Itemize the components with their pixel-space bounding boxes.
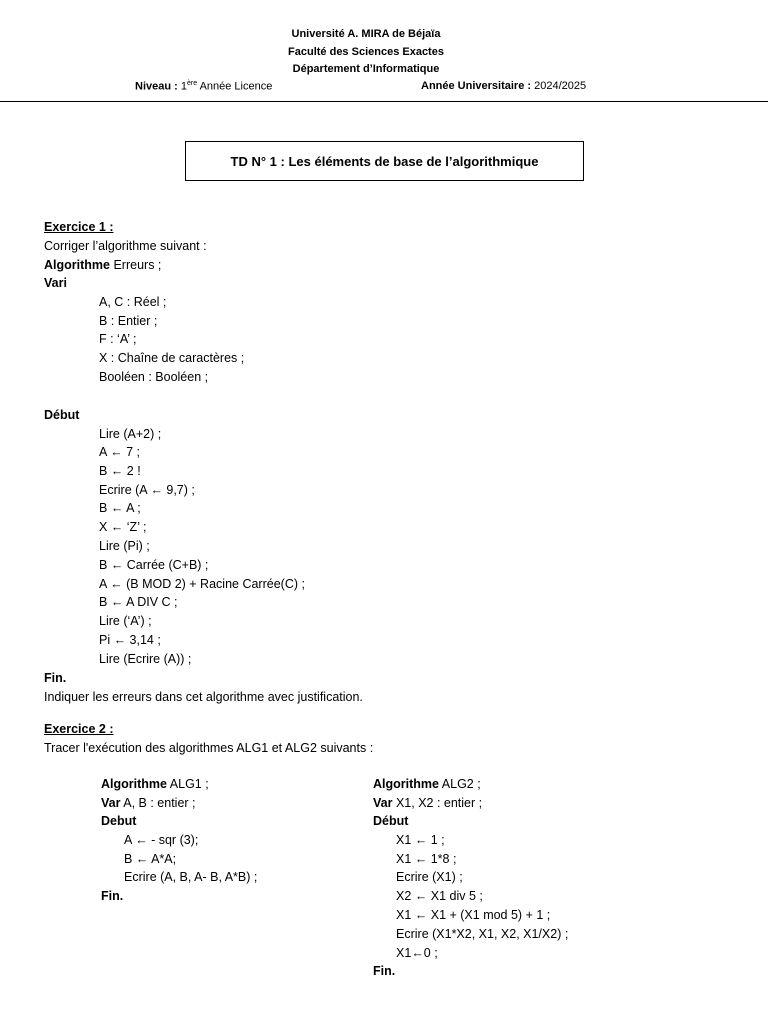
alg2-algo-line [373, 777, 481, 791]
ex1-stmt: Lire (Ecrire (A)) ; [99, 652, 192, 666]
niveau-sup: ère [186, 80, 198, 87]
alg1-debut: Debut [101, 814, 137, 828]
ex1-stmt: A ← (B MOD 2) + Racine Carrée(C) ; [99, 577, 305, 591]
alg1-stmt: Ecrire (A, B, A- B, A*B) ; [124, 870, 258, 884]
ex1-stmt: Lire (‘A’) ; [99, 614, 152, 628]
ex1-decl: A, C : Réel ; [99, 295, 167, 309]
annee-label: Année Universitaire : [421, 80, 532, 92]
niveau-rest: Année Licence [199, 80, 273, 93]
alg2-stmt: X1 ← X1 + (X1 mod 5) + 1 ; [396, 908, 551, 922]
alg2-fin: Fin. [373, 964, 396, 978]
alg1-var-text: A, B : entier ; [123, 796, 196, 810]
ex1-algo-line [44, 258, 161, 272]
ex1-stmt: B ← 2 ! [99, 464, 141, 478]
alg2-var-line [373, 796, 482, 810]
alg2-stmt: X1 ← 1 ; [396, 833, 445, 847]
annee-line [421, 80, 586, 92]
ex1-intro: Corriger l’algorithme suivant : [44, 239, 207, 253]
ex1-stmt: Lire (A+2) ; [99, 427, 162, 441]
ex1-stmt: Ecrire (A ← 9,7) ; [99, 483, 195, 497]
alg1-var-line [101, 796, 196, 810]
alg2-stmt: X1 ← 1*8 ; [396, 852, 457, 866]
alg2-var-kw: Var [373, 796, 393, 810]
alg1-stmt: A ← - sqr (3); [124, 833, 199, 847]
alg2-algo-name: ALG2 ; [441, 777, 481, 791]
ex1-decl: Booléen : Booléen ; [99, 370, 209, 384]
alg2-var-text: X1, X2 : entier ; [395, 796, 483, 810]
alg2-stmt: Ecrire (X1*X2, X1, X2, X1/X2) ; [396, 927, 569, 941]
ex1-stmt: B ← A DIV C ; [99, 595, 178, 609]
alg1-var-kw: Var [101, 796, 121, 810]
ex1-vari: Vari [44, 276, 67, 290]
ex1-stmt: B ← Carrée (C+B) ; [99, 558, 209, 572]
niveau-num: 1 [180, 80, 187, 93]
ex1-stmt: Lire (Pi) ; [99, 539, 150, 553]
ex1-fin: Fin. [44, 671, 67, 685]
alg2-stmt: X1←0 ; [396, 946, 438, 960]
ex1-stmt: B ← A ; [99, 501, 141, 515]
ex1-debut: Début [44, 408, 80, 422]
ex1-stmt: Pi ← 3,14 ; [99, 633, 161, 647]
ex1-decl: F : ‘A’ ; [99, 332, 137, 346]
ex1-decl: B : Entier ; [99, 314, 158, 328]
alg1-algo-line [101, 777, 209, 791]
ex1-outro: Indiquer les erreurs dans cet algorithme avec justification. [44, 690, 363, 704]
alg1-algo-kw: Algorithme [101, 777, 167, 791]
alg2-stmt: X2 ← X1 div 5 ; [396, 889, 483, 903]
alg1-fin: Fin. [101, 889, 124, 903]
faculty-name: Faculté des Sciences Exactes [288, 46, 444, 58]
niveau-line [135, 80, 272, 93]
alg2-algo-kw: Algorithme [373, 777, 439, 791]
ex2-intro: Tracer l'exécution des algorithmes ALG1 et ALG2 suivants : [44, 741, 374, 755]
annee-value: 2024/2025 [534, 80, 587, 92]
ex1-decl: X : Chaîne de caractères ; [99, 351, 245, 365]
ex1-algo-kw: Algorithme [44, 258, 110, 272]
ex1-stmt: X ← ‘Z’ ; [99, 520, 147, 534]
ex1-heading: Exercice 1 : [44, 220, 114, 234]
ex1-algo-name: Erreurs ; [113, 258, 162, 272]
title-box [185, 141, 584, 181]
ex2-heading: Exercice 2 : [44, 722, 114, 736]
alg2-stmt: Ecrire (X1) ; [396, 870, 463, 884]
alg2-debut: Début [373, 814, 409, 828]
ex1-stmt: A ← 7 ; [99, 445, 140, 459]
department-name: Département d’Informatique [292, 63, 440, 75]
header-divider [0, 101, 768, 102]
alg1-stmt: B ← A*A; [124, 852, 177, 866]
alg1-algo-name: ALG1 ; [169, 777, 209, 791]
niveau-label: Niveau : [135, 80, 178, 93]
university-name: Université A. MIRA de Béjaïa [291, 28, 441, 40]
page-title: TD N° 1 : Les éléments de base de l’algorithmique [230, 153, 539, 169]
